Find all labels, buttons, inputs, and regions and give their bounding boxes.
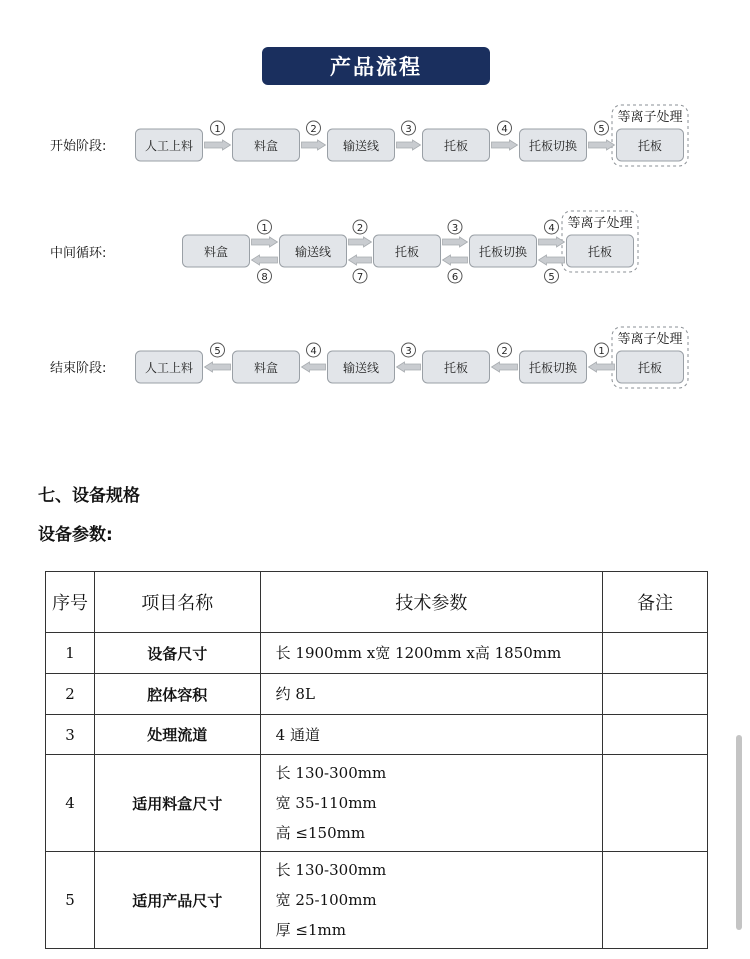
sub-heading: 设备参数:: [38, 525, 113, 545]
flow-arrow: [589, 140, 615, 150]
flow-box-label: 托板切换: [528, 361, 578, 375]
row-note: [603, 715, 708, 755]
row-name: 腔体容积: [94, 674, 260, 715]
step-number: 4: [501, 124, 508, 135]
row-params: 长 1900mm x宽 1200mm x高 1850mm: [260, 633, 603, 674]
flow-arrow: [302, 362, 326, 372]
row-note: [603, 852, 708, 949]
row-note: [603, 633, 708, 674]
flow-title-banner: 产品流程: [262, 47, 490, 85]
row-name: 适用产品尺寸: [94, 852, 260, 949]
step-number: 1: [261, 223, 268, 234]
scrollbar[interactable]: [736, 735, 742, 930]
header-name: 项目名称: [94, 572, 260, 633]
flow-box-label: 料盒: [253, 361, 279, 375]
table-header-row: [46, 572, 708, 633]
flow-arrow: [492, 362, 518, 372]
step-number: 4: [548, 223, 555, 234]
flow-arrow: [589, 362, 615, 372]
table-row: [46, 633, 708, 674]
step-number: 3: [451, 223, 459, 234]
stage-label: 结束阶段:: [50, 361, 107, 376]
row-name: 适用料盒尺寸: [94, 755, 260, 852]
header-no: 序号: [46, 572, 95, 633]
flow-arrow: [443, 255, 468, 265]
row-params: 长 130-300mm 宽 25-100mm 厚 ≤1mm: [260, 852, 603, 949]
step-number: 3: [405, 124, 412, 135]
flow-box-label: 托板: [637, 139, 663, 153]
step-number: 7: [356, 272, 364, 283]
step-number: 8: [261, 272, 268, 283]
flow-box-label: 托板: [637, 361, 663, 375]
flow-box-label: 托板切换: [528, 139, 578, 153]
flow-box-label: 输送线: [342, 139, 380, 153]
process-flow-diagram: [0, 95, 750, 405]
step-number: 5: [214, 346, 221, 357]
flow-arrow: [252, 255, 278, 265]
flow-box-label: 托板: [443, 139, 469, 153]
row-note: [603, 674, 708, 715]
flow-arrow: [302, 140, 326, 150]
flow-arrow: [539, 237, 565, 247]
flow-box-label: 托板: [394, 245, 420, 259]
flow-arrow: [349, 237, 372, 247]
stage-label: 中间循环:: [50, 246, 107, 261]
step-number: 2: [310, 124, 317, 135]
flow-box-label: 输送线: [342, 361, 380, 375]
row-no: 5: [46, 852, 95, 949]
plasma-label: 等离子处理: [617, 110, 683, 125]
table-row: [46, 715, 708, 755]
step-number: 3: [405, 346, 412, 357]
row-params: 约 8L: [260, 674, 603, 715]
spec-table: [45, 571, 708, 949]
step-number: 4: [310, 346, 317, 357]
flow-arrow: [205, 362, 231, 372]
flow-box-label: 托板: [443, 361, 469, 375]
table-row: [46, 852, 708, 949]
flow-box-label: 托板切换: [478, 245, 528, 259]
row-params: 长 130-300mm 宽 35-110mm 高 ≤150mm: [260, 755, 603, 852]
flow-box-label: 料盒: [253, 139, 279, 153]
row-name: 处理流道: [94, 715, 260, 755]
flow-box-label: 托板: [587, 245, 613, 259]
row-params: 4 通道: [260, 715, 603, 755]
step-number: 5: [598, 124, 605, 135]
step-number: 5: [548, 272, 555, 283]
row-no: 4: [46, 755, 95, 852]
table-row: [46, 674, 708, 715]
flow-arrow: [397, 362, 421, 372]
flow-arrow: [205, 140, 231, 150]
plasma-label: 等离子处理: [567, 216, 633, 231]
step-number: 2: [356, 223, 364, 234]
flow-box-label: 料盒: [203, 245, 229, 259]
row-no: 3: [46, 715, 95, 755]
flow-box-label: 输送线: [294, 245, 332, 259]
step-number: 2: [501, 346, 508, 357]
flow-box-label: 人工上料: [144, 361, 194, 375]
row-note: [603, 755, 708, 852]
table-row: [46, 755, 708, 852]
flow-arrow: [443, 237, 468, 247]
flow-arrow: [349, 255, 372, 265]
plasma-label: 等离子处理: [617, 332, 683, 347]
step-number: 1: [214, 124, 221, 135]
step-number: 6: [451, 272, 459, 283]
section-heading: 七、设备规格: [38, 486, 140, 506]
step-number: 1: [598, 346, 605, 357]
header-note: 备注: [603, 572, 708, 633]
header-params: 技术参数: [260, 572, 603, 633]
row-no: 1: [46, 633, 95, 674]
row-name: 设备尺寸: [94, 633, 260, 674]
flow-arrow: [539, 255, 565, 265]
flow-arrow: [492, 140, 518, 150]
flow-arrow: [397, 140, 421, 150]
row-no: 2: [46, 674, 95, 715]
flow-arrow: [252, 237, 278, 247]
stage-label: 开始阶段:: [50, 139, 107, 154]
flow-box-label: 人工上料: [144, 139, 194, 153]
